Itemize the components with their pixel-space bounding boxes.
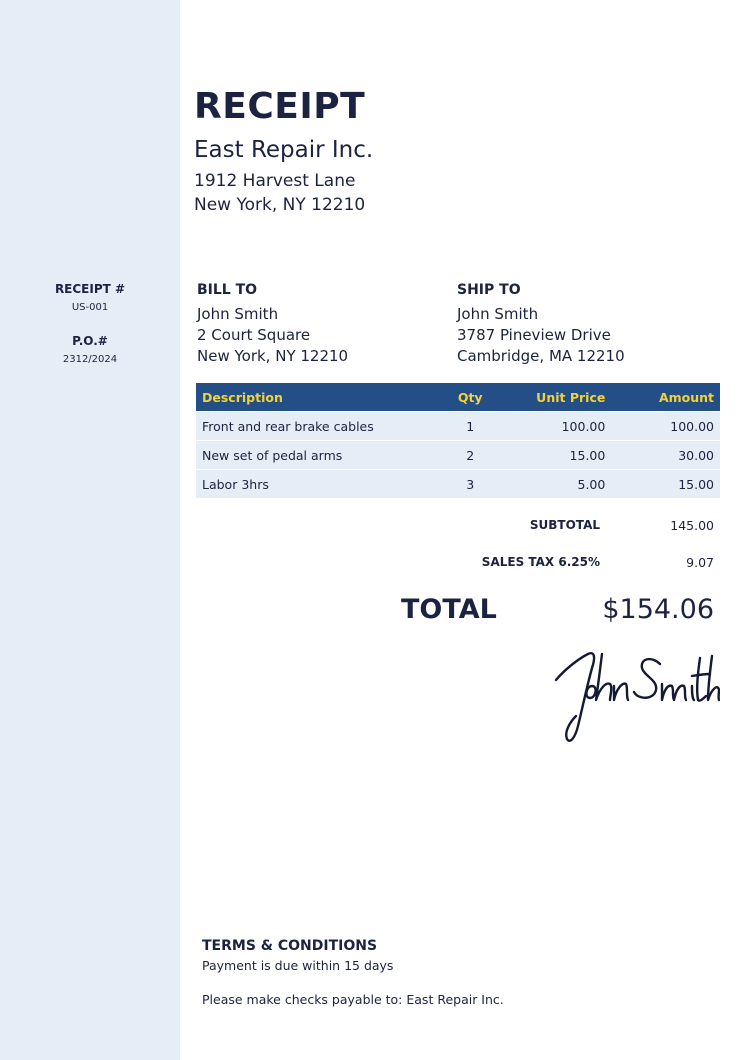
header-qty: Qty [433, 383, 508, 412]
header-unit-price: Unit Price [508, 383, 612, 412]
signature-image [548, 640, 720, 748]
company-address-line2: New York, NY 12210 [194, 195, 366, 215]
bill-to-name: John Smith [197, 305, 279, 323]
table-row [196, 470, 720, 499]
receipt-number-label: RECEIPT # [54, 282, 126, 296]
cell-description: Front and rear brake cables [196, 412, 433, 441]
cell-unit-price: 5.00 [508, 470, 612, 499]
line-items-table [196, 383, 720, 498]
total-value: $154.06 [602, 594, 714, 625]
po-number-label: P.O.# [72, 334, 108, 348]
cell-qty: 1 [433, 412, 508, 441]
table-row [196, 412, 720, 441]
subtotal-value: 145.00 [670, 518, 714, 533]
receipt-number-block [0, 282, 180, 313]
subtotal-label: SUBTOTAL [529, 518, 600, 532]
company-address-line1: 1912 Harvest Lane [194, 171, 356, 191]
company-name: East Repair Inc. [194, 137, 374, 163]
sales-tax-value: 9.07 [686, 555, 714, 570]
cell-unit-price: 15.00 [508, 441, 612, 470]
cell-unit-price: 100.00 [508, 412, 612, 441]
po-number-block [0, 334, 180, 365]
cell-amount: 30.00 [611, 441, 720, 470]
bill-to-section [197, 282, 348, 367]
table-header-row [196, 383, 720, 412]
po-number-value: 2312/2024 [62, 354, 118, 365]
bill-to-heading: BILL TO [197, 282, 258, 298]
ship-to-line2: Cambridge, MA 12210 [457, 347, 625, 365]
terms-line-checks: Please make checks payable to: East Repair Inc. [202, 992, 504, 1007]
terms-heading: TERMS & CONDITIONS [202, 938, 378, 954]
receipt-number-value: US-001 [71, 302, 109, 313]
sales-tax-label: SALES TAX 6.25% [481, 555, 600, 569]
header-amount: Amount [611, 383, 720, 412]
cell-description: Labor 3hrs [196, 470, 433, 499]
table-row [196, 441, 720, 470]
ship-to-section [457, 282, 625, 367]
bill-to-line1: 2 Court Square [197, 326, 311, 344]
ship-to-line1: 3787 Pineview Drive [457, 326, 611, 344]
cell-qty: 2 [433, 441, 508, 470]
ship-to-name: John Smith [457, 305, 539, 323]
terms-line-payment: Payment is due within 15 days [202, 958, 394, 973]
cell-amount: 100.00 [611, 412, 720, 441]
total-label: TOTAL [401, 594, 497, 625]
bill-to-line2: New York, NY 12210 [197, 347, 349, 365]
document-title: RECEIPT [194, 86, 366, 127]
cell-description: New set of pedal arms [196, 441, 433, 470]
sidebar [0, 0, 180, 1060]
cell-qty: 3 [433, 470, 508, 499]
cell-amount: 15.00 [611, 470, 720, 499]
header-description: Description [196, 383, 433, 412]
ship-to-heading: SHIP TO [457, 282, 521, 298]
